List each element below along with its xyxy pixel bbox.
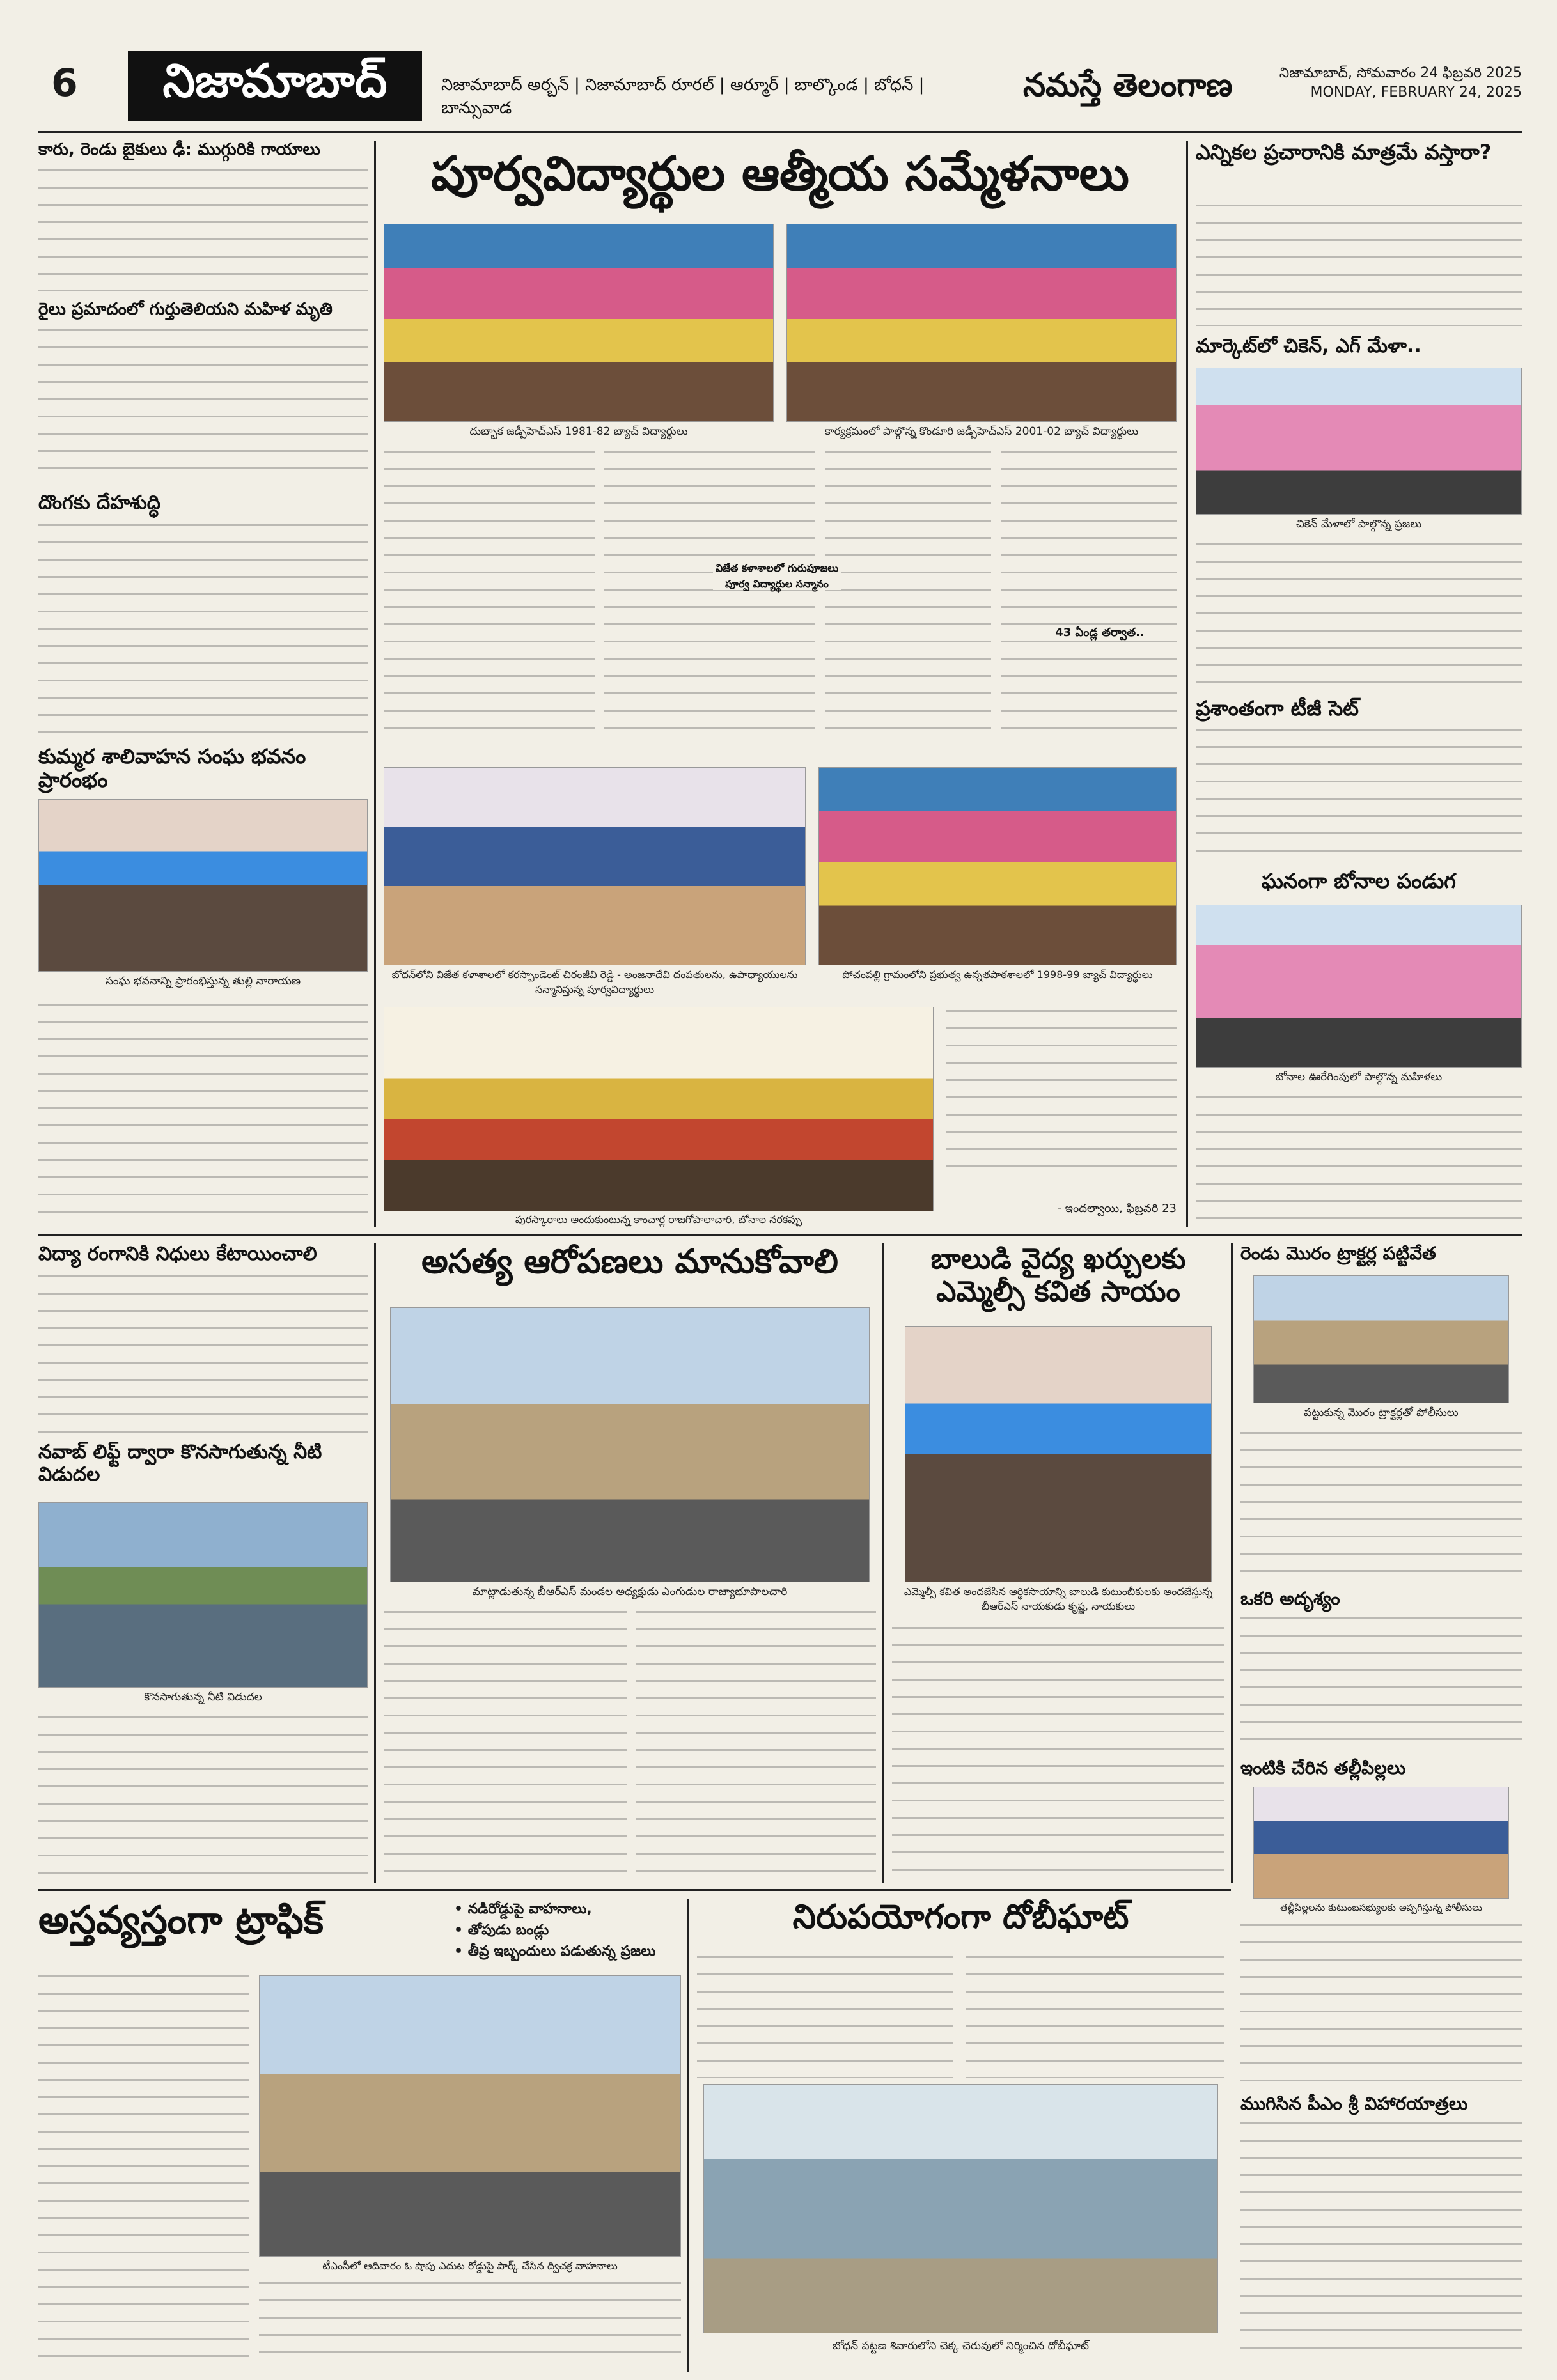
lead-photo-3 [384,767,806,965]
bullet-item: • తోపుడు బండ్లు [454,1922,549,1938]
date-english: MONDAY, FEBRUARY 24, 2025 [1310,84,1522,100]
bullet-list [454,1899,681,1962]
editions-line: నిజామాబాద్ అర్బన్ | నిజామాబాద్ రూరల్ | ఆర్మూర్ | బాల్కొండ | బోధన్ | బాన్సువాడ [441,75,925,118]
story-body [38,1004,368,1221]
story-body [384,1611,627,1873]
story-headline: ఒకరి అదృశ్యం [1240,1588,1340,1609]
photo-caption: మాట్లాడుతున్న బీఆర్ఎస్ మండల అధ్యక్షుడు ఎంగుడుల రాజ్యాభూపాలచారి [472,1585,788,1598]
masthead-rule [38,131,1522,133]
lead-photo-5 [384,1007,934,1211]
story-body [1196,205,1522,326]
column-rule [687,1899,689,2372]
section-masthead: నిజామాబాద్ [128,51,422,121]
lead-body [825,451,991,732]
right-column [1196,141,1522,1227]
photo-caption: పురస్కారాలు అందుకుంటున్న కాంచార్ల రాజగోపాలాచారి, బోనాల నరకప్పు [515,1213,802,1225]
story-photo [703,2084,1218,2333]
section-rule [38,1889,1231,1891]
story-body [38,524,368,735]
bottom-center-story [697,1899,1224,2372]
story-photo [1253,1275,1509,1403]
story-body [697,1956,953,2078]
story-body [1240,1924,1522,2087]
column-rule [1186,141,1188,1227]
photo-caption: తల్లీపిల్లలను కుటుంబసభ్యులకు అప్పగిస్తున్న పోలీసులు [1280,1902,1482,1913]
bullet-item: • నడిరోడ్డుపై వాహనాలు, [454,1901,592,1917]
story-body [38,1716,368,1876]
byline: - ఇందల్వాయి, ఫిబ్రవరి 23 [1057,1202,1177,1215]
story-headline: ఎన్నికల ప్రచారానికి మాత్రమే వస్తారా? [1196,140,1492,164]
photo-caption: దుబ్బాక జడ్పీహెచ్ఎస్ 1981-82 బ్యాచ్ విద్యార్థులు [469,425,688,438]
story-body [892,1627,1224,1876]
lead-body [1001,451,1177,732]
photo-caption: బోధన్ పట్టణ శివారులోని చెక్క చెరువులో నిర్మించిన దోబీఘాట్ [832,2340,1090,2353]
story-body [1240,1432,1522,1582]
story-photo [38,799,368,972]
story-headline: రైలు ప్రమాదంలో గుర్తుతెలియని మహిళ మృతి [38,300,333,319]
story-photo [259,1975,681,2257]
date-telugu: నిజామాబాద్, సోమవారం 24 ఫిబ్రవరి 2025 [1279,65,1522,81]
lead-body [384,451,595,732]
story-body [1196,1096,1522,1224]
story-headline: నవాబ్ లిఫ్ట్ ద్వారా కొనసాగుతున్న నీటి విడుదల [38,1441,322,1486]
story-body [966,1956,1224,2078]
photo-caption: బోనాల ఊరేగింపులో పాల్గొన్న మహిళలు [1275,1071,1443,1084]
bottom-left-story [38,1899,681,2372]
photo-caption: కార్యక్రమంలో పాల్గొన్న కొండూరి జడ్పీహెచ్ఎస్ 2001-02 బ్యాచ్ విద్యార్థులు [824,425,1139,438]
paper-name: నమస్తే తెలంగాణ [1023,66,1233,104]
story-headline: విద్యా రంగానికి నిధులు కేటాయించాలి [38,1243,317,1265]
lead-photo-1 [384,224,774,422]
bullet-item: • తీవ్ర ఇబ్బందులు పడుతున్న ప్రజలు [454,1943,656,1959]
lead-photo-2 [786,224,1177,422]
story-body [38,169,368,291]
photo-caption: బోధన్‌లోని విజేత కళాశాలలో కరస్పాండెంట్ చిరంజీవి రెడ్డి - అంజనాదేవి దంపతులను, ఉపాధ్యాయులను సన్మానిస్తున్న పూర్వవిద్యార్థులు [391,968,798,995]
story-headline: మార్కెట్‌లో చికెన్, ఎగ్ మేళా.. [1196,335,1421,357]
story-headline: అస్తవ్యస్తంగా ట్రాఫిక్ [38,1898,324,1943]
story-body [1240,2122,1522,2353]
story-headline: అసత్య ఆరోపణలు మానుకోవాలి [421,1243,838,1281]
story-headline: ప్రశాంతంగా టీజీ సెట్ [1196,696,1359,720]
subhead: విజేత కళాశాలలో గురుపూజలు [713,563,841,574]
column-rule [374,141,376,1227]
photo-caption: కొనసాగుతున్న నీటి విడుదల [144,1691,262,1704]
photo-caption: పోచంపల్లి గ్రామంలోని ప్రభుత్వ ఉన్నతపాఠశాలలో 1998-99 బ్యాచ్ విద్యార్థులు [842,968,1153,981]
column-rule [882,1243,884,1883]
story-body [1240,1617,1522,1748]
photo-caption: పట్టుకున్న మొరం ట్రాక్టర్లతో పోలీసులు [1304,1406,1459,1419]
story-body [38,1975,249,2365]
story-headline: రెండు మొరం ట్రాక్టర్ల పట్టివేత [1240,1243,1436,1264]
mid-center-story [384,1243,876,1883]
story-photo [1196,368,1522,515]
story-body [1196,543,1522,684]
photo-caption: సంఘ భవనాన్ని ప్రారంభిస్తున్న తుల్లి నారాయణ [105,975,301,988]
story-headline: ఘనంగా బోనాల పండుగ [1262,869,1456,893]
photo-caption: చికెన్ మేళాలో పాల్గొన్న ప్రజలు [1295,518,1422,531]
story-headline: దొంగకు దేహశుద్ధి [38,492,160,514]
left-column [38,141,368,1227]
story-headline: నిరుపయోగంగా దోబీఘాట్ [792,1898,1129,1936]
lead-headline: పూర్వవిద్యార్థుల ఆత్మీయ సమ్మేళనాలు [431,146,1129,201]
story-photo [38,1502,368,1688]
page-number: 6 [51,61,78,105]
story-body [636,1611,876,1873]
lead-body [946,1010,1177,1183]
story-headline: కుమ్మర శాలివాహన సంఘ భవనం ప్రారంభం [38,744,306,792]
story-body [259,2282,681,2365]
dateline [1240,64,1522,102]
mid-left-column [38,1243,368,1883]
subhead: 43 ఏండ్ల తర్వాత.. [1036,626,1164,640]
story-photo [390,1307,870,1582]
subhead: పూర్వ విద్యార్థుల సన్మానం [713,579,841,590]
story-body [38,1275,368,1435]
section-rule [38,1234,1522,1236]
mid-right-story [892,1243,1224,1883]
mid-far-right-column [1240,1243,1522,2368]
column-rule [1231,1243,1233,1883]
lead-body [604,451,815,732]
story-photo [905,1326,1212,1582]
story-headline: బాలుడి వైద్య ఖర్చులకు ఎమ్మెల్సీ కవిత సాయం [930,1243,1186,1308]
story-body [1196,729,1522,857]
photo-caption: టీఎంసీలో ఆదివారం ఓ షాపు ఎదుట రోడ్డుపై పార్క్ చేసిన ద్విచక్ర వాహనాలు [322,2260,618,2272]
story-body [38,329,368,483]
story-headline: కారు, రెండు బైకులు ఢీ: ముగ్గురికి గాయాలు [38,140,320,159]
story-headline: ముగిసిన పీఎం శ్రీ విహారయాత్రలు [1240,2093,1468,2114]
column-rule [374,1243,376,1883]
story-photo [1196,905,1522,1068]
lead-photo-4 [818,767,1177,965]
story-photo [1253,1787,1509,1899]
photo-caption: ఎమ్మెల్సీ కవిత అందజేసిన ఆర్థికసాయాన్ని బాలుడి కుటుంబీకులకు అందజేస్తున్న బీఆర్ఎస్ నాయకుడు కృష్ణ, నాయకులు [904,1585,1213,1612]
story-headline: ఇంటికి చేరిన తల్లీపిల్లలు [1240,1757,1406,1778]
